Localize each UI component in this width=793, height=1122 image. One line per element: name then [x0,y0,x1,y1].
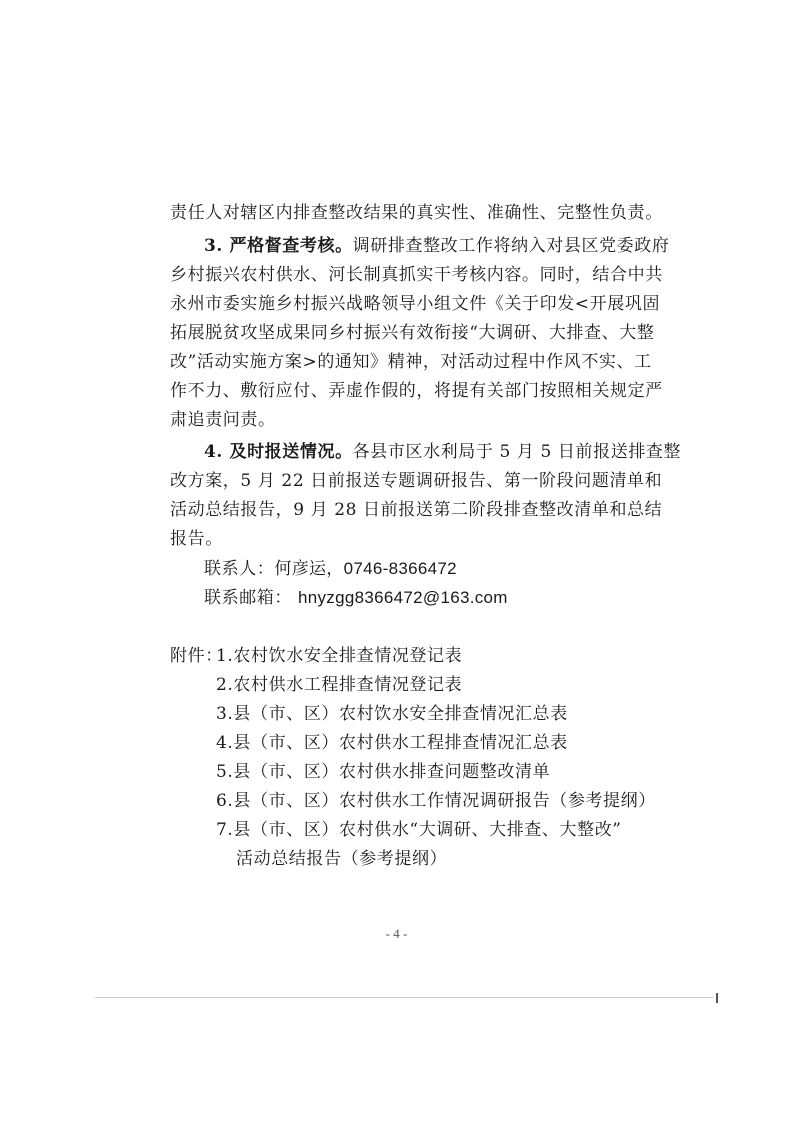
attachment-item: 2.农村供水工程排查情况登记表 [216,675,463,695]
paragraph-line: 改方案，5 月 22 日前报送专题调研报告、第一阶段问题清单和 [170,471,663,491]
paragraph-line: 拓展脱贫攻坚成果同乡村振兴有效衔接“大调研、大排查、大整 [170,323,655,343]
attachment-item: 1.农村饮水安全排查情况登记表 [216,646,463,666]
attachment-item-continuation: 活动总结报告（参考提纲） [236,849,448,869]
attachment-item: 6.县（市、区）农村供水工作情况调研报告（参考提纲） [216,791,656,811]
contact-person [204,556,457,582]
attachment-label: 附件： [170,646,223,666]
page-number: - 4 - [385,926,408,941]
paragraph-line: 作不力、敷衍应付、弄虚作假的，将提有关部门按照相关规定严 [170,381,663,401]
contact-person-label: 联系人： [204,559,275,579]
paragraph-line: 永州市委实施乡村振兴战略领导小组文件《关于印发<开展巩固 [170,294,661,314]
contact-person-value: 何彦运，0746-8366472 [274,559,457,578]
paragraph-line: 改”活动实施方案>的通知》精神，对活动过程中作风不实、工 [170,352,652,372]
paragraph-line: 肃追责问责。 [170,410,276,430]
section-3-first-line [204,233,669,259]
attachment-item: 7.县（市、区）农村供水“大调研、大排查、大整改” [216,820,622,840]
bottom-divider [95,997,713,998]
paragraph-line: 活动总结报告，9 月 28 日前报送第二阶段排查整改清单和总结 [170,500,663,520]
attachment-item: 3.县（市、区）农村饮水安全排查情况汇总表 [216,704,568,724]
section-4-first-line [204,439,681,465]
section-3-text: 调研排查整改工作将纳入对县区党委政府 [352,236,670,256]
section-4-heading: 4. 及时报送情况。 [204,442,353,462]
section-4-text: 各县市区水利局于 5 月 5 日前报送排查整 [352,442,682,462]
contact-email [204,585,508,611]
paragraph-line: 乡村振兴农村供水、河长制真抓实干考核内容。同时，结合中共 [170,265,663,285]
paragraph-line: 报告。 [170,529,223,549]
contact-email-label: 联系邮箱： [204,588,292,608]
scan-edge-mark [716,993,718,1003]
attachment-item: 5.县（市、区）农村供水排查问题整改清单 [216,762,551,782]
contact-email-value: hnyzgg8366472@163.com [298,588,508,607]
section-3-heading: 3. 严格督查考核。 [204,236,353,256]
attachment-item: 4.县（市、区）农村供水工程排查情况汇总表 [216,733,568,753]
paragraph-line: 责任人对辖区内排查整改结果的真实性、准确性、完整性负责。 [170,203,663,223]
